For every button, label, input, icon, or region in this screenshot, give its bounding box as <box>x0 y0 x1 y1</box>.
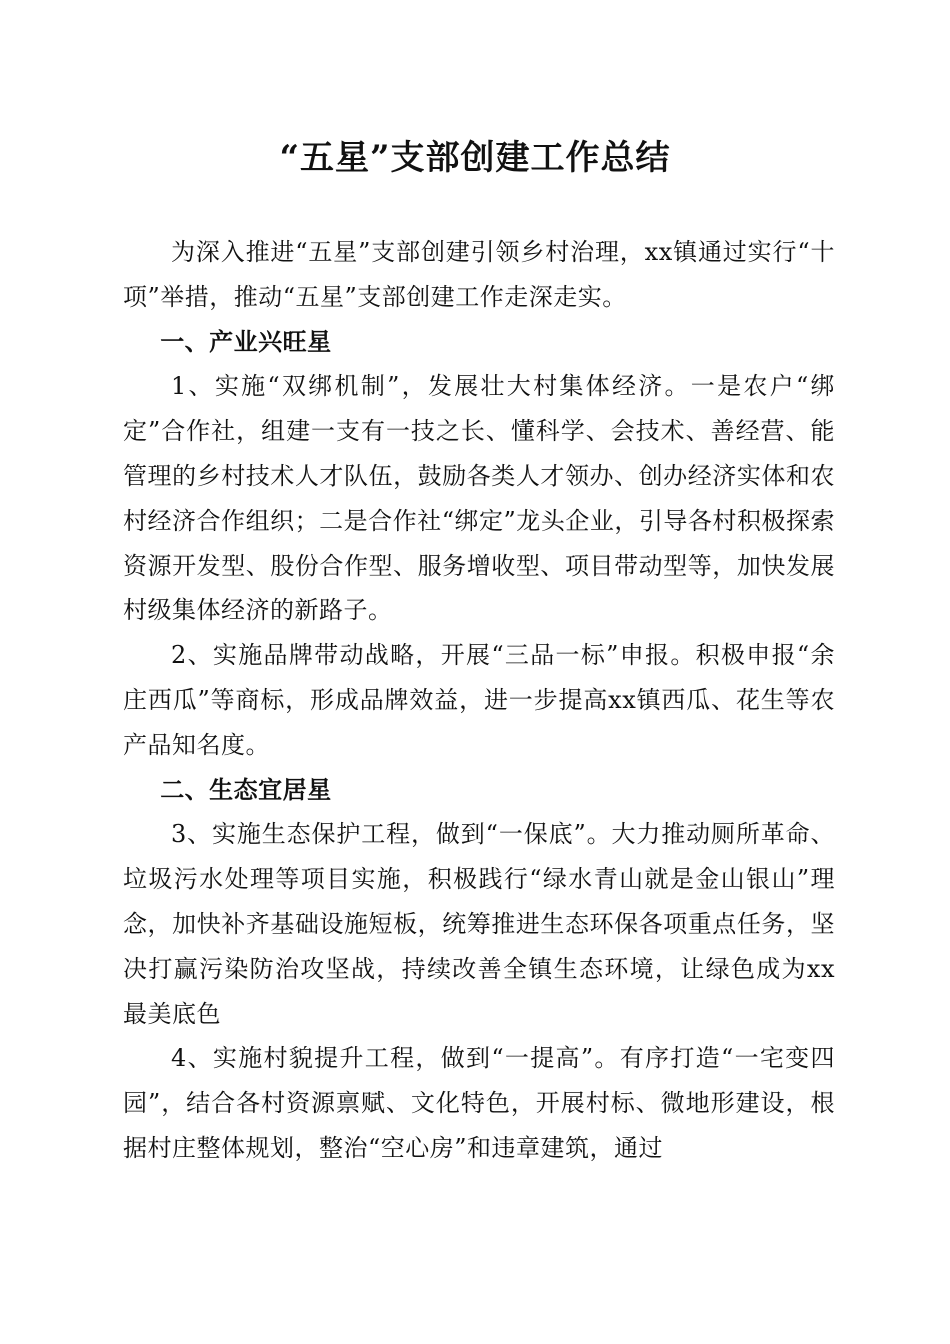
paragraph-1: 1、实施“双绑机制”，发展壮大村集体经济。一是农户“绑定”合作社，组建一支有一技之长、懂科学、会技术、善经营、能管理的乡村技术人才队伍，鼓励各类人才领办、创办经济实体和农村经济合作组织；二是合作社“绑定”龙头企业，引导各村积极探索资源开发型、股份合作型、服务增收型、项目带动型等，加快发展村级集体经济的新路子。 <box>123 372 835 625</box>
paragraph-3: 3、实施生态保护工程，做到“一保底”。大力推动厕所革命、垃圾污水处理等项目实施，积极践行“绿水青山就是金山银山”理念，加快补齐基础设施短板，统筹推进生态环保各项重点任务，坚决打赢污染防治攻坚战，持续改善全镇生态环境，让绿色成为xx最美底色 <box>123 820 835 1028</box>
document-body <box>123 230 835 1171</box>
section-heading-ecology: 二、生态宜居星 <box>160 775 332 804</box>
section-heading-industry: 一、产业兴旺星 <box>160 327 332 356</box>
paragraph-2: 2、实施品牌带动战略，开展“三品一标”申报。积极申报“余庄西瓜”等商标，形成品牌效益，进一步提高xx镇西瓜、花生等农产品知名度。 <box>123 641 835 759</box>
document-title: “五星”支部创建工作总结 <box>279 138 671 178</box>
intro-paragraph: 为深入推进“五星”支部创建引领乡村治理，xx镇通过实行“十项”举措，推动“五星”支部创建工作走深走实。 <box>123 238 835 311</box>
paragraph-4: 4、实施村貌提升工程，做到“一提高”。有序打造“一宅变四园”，结合各村资源禀赋、文化特色，开展村标、微地形建设，根据村庄整体规划，整治“空心房”和违章建筑，通过 <box>123 1044 835 1162</box>
